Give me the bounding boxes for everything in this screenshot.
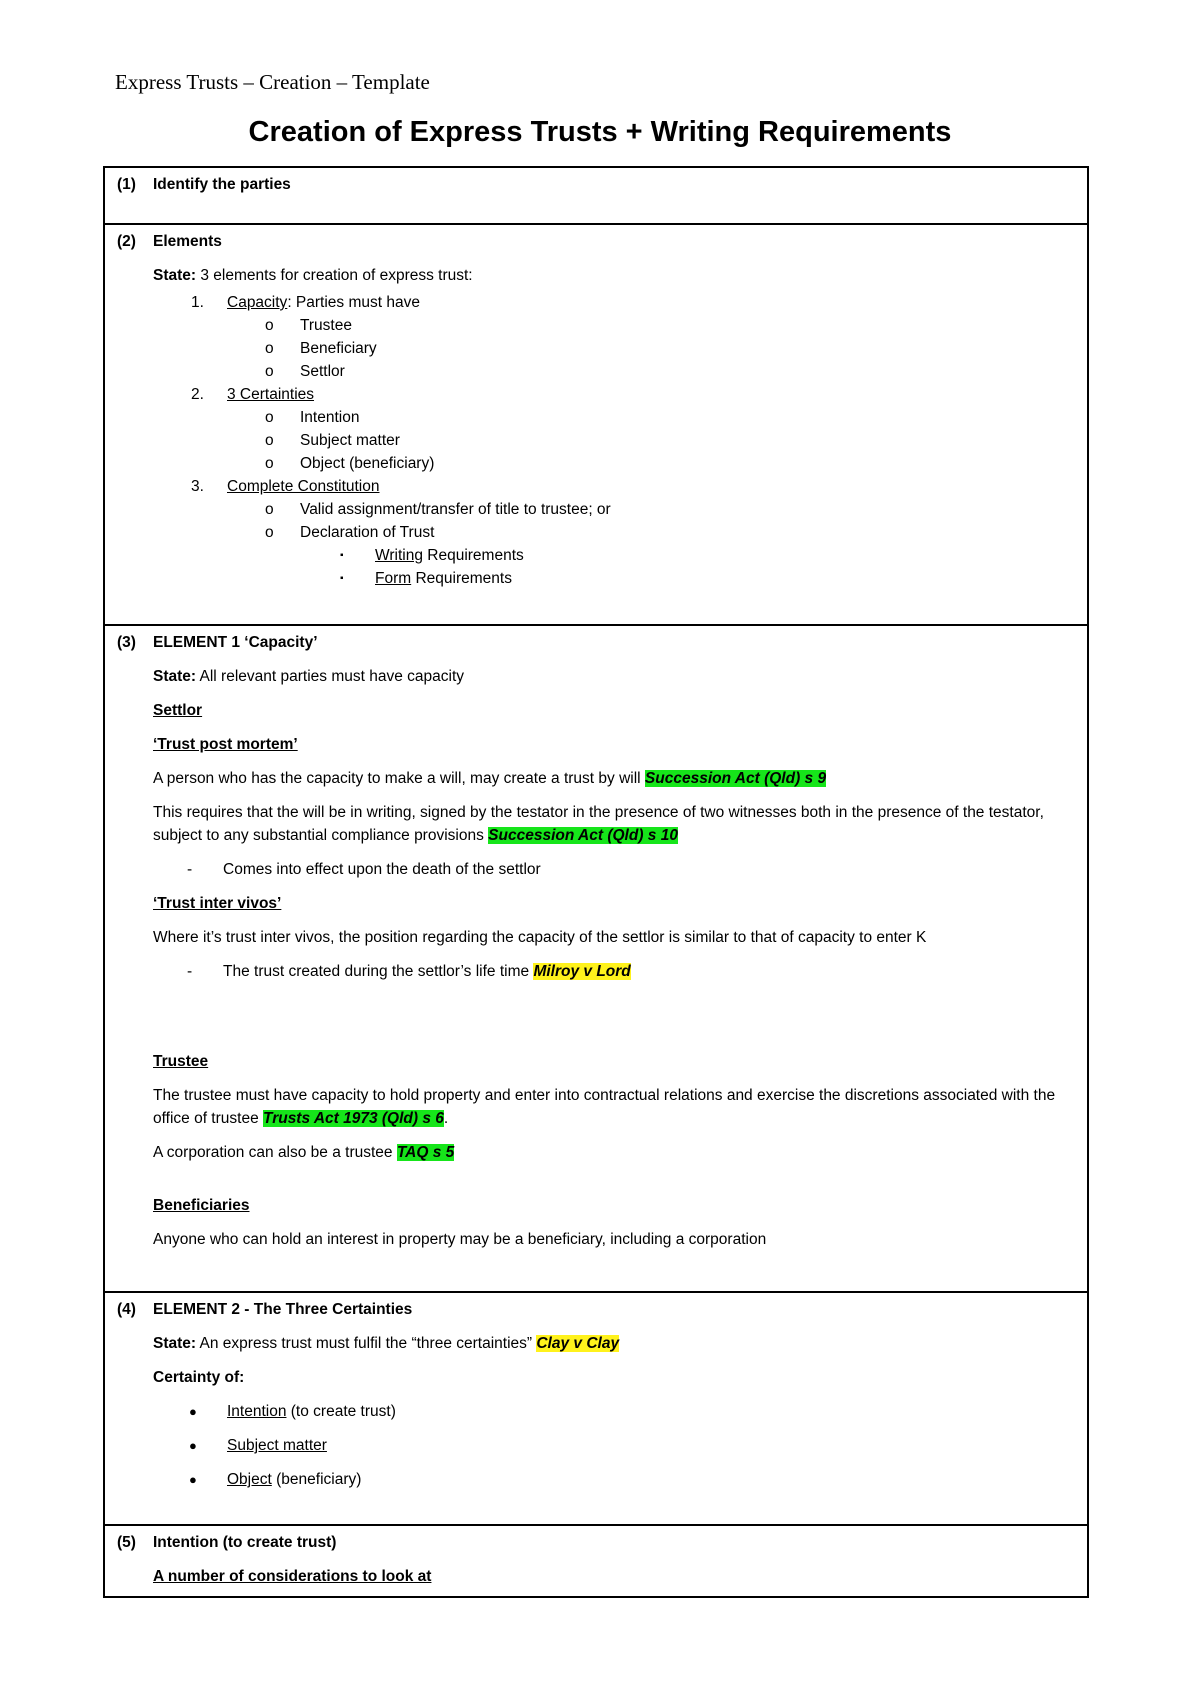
list-marker: o — [265, 340, 274, 357]
section-three-certainties — [105, 1293, 1087, 1526]
list-item — [153, 383, 1071, 406]
sub-sub-list-item — [153, 567, 1071, 590]
section-capacity — [105, 626, 1087, 1293]
subheading-beneficiaries: Beneficiaries — [153, 1197, 250, 1214]
list-marker: o — [265, 363, 274, 380]
item-text: Trustee — [300, 317, 352, 334]
item-text: Intention — [300, 409, 360, 426]
sub-sub-list-item — [153, 544, 1071, 567]
bullet-item — [153, 1468, 1071, 1491]
state-label: State: — [153, 1335, 197, 1352]
paragraph-text: . — [443, 1110, 449, 1127]
paragraph: Where it’s trust inter vivos, the position regarding the capacity of the settlor is similar to that of capacity to enter K — [153, 929, 927, 946]
item-text: Object (beneficiary) — [300, 455, 435, 472]
state-line — [153, 264, 1071, 287]
state-text: All relevant parties must have capacity — [196, 668, 465, 685]
paragraph-text: A corporation can also be a trustee — [153, 1144, 397, 1161]
dash-item — [153, 858, 1071, 881]
sub-list-item — [153, 337, 1071, 360]
list-number: 3. — [191, 478, 204, 495]
dash-marker: - — [187, 963, 193, 980]
item-label: Form — [375, 570, 412, 587]
sub-list-item — [153, 452, 1071, 475]
sub-list-item — [153, 360, 1071, 383]
item-text: The trust created during the settlor’s life time — [223, 963, 534, 980]
citation: Succession Act (Qld) s 10 — [488, 827, 678, 844]
item-label: Capacity — [227, 294, 288, 311]
bullet-item — [153, 1400, 1071, 1423]
item-label: Intention — [227, 1403, 287, 1420]
item-text: Valid assignment/transfer of title to trustee; or — [300, 501, 611, 518]
item-text: (beneficiary) — [271, 1471, 362, 1488]
citation: TAQ s 5 — [396, 1144, 455, 1161]
bullet-icon: ● — [189, 1472, 197, 1487]
certainty-of-label: Certainty of: — [153, 1369, 245, 1386]
item-label: Subject matter — [227, 1437, 327, 1454]
list-marker: o — [265, 432, 274, 449]
section-number: (5) — [117, 1534, 136, 1551]
square-bullet-icon: ▪ — [340, 573, 344, 584]
citation: Succession Act (Qld) s 9 — [644, 770, 827, 787]
list-marker: o — [265, 501, 274, 518]
section-heading: Intention (to create trust) — [153, 1534, 337, 1551]
state-text: 3 elements for creation of express trust: — [196, 267, 473, 284]
document-title: Creation of Express Trusts + Writing Requirements — [248, 116, 952, 148]
paragraph — [153, 1141, 1071, 1164]
section-number: (2) — [117, 233, 136, 250]
item-label: 3 Certainties — [227, 386, 315, 403]
dash-marker: - — [187, 861, 193, 878]
item-text: Comes into effect upon the death of the settlor — [223, 861, 541, 878]
citation: Milroy v Lord — [533, 963, 631, 980]
item-text: (to create trust) — [286, 1403, 396, 1420]
section-elements — [105, 225, 1087, 626]
item-label: Object — [227, 1471, 272, 1488]
item-text: Settlor — [300, 363, 345, 380]
section-number: (1) — [117, 176, 136, 193]
square-bullet-icon: ▪ — [340, 550, 344, 561]
subheading-trustee: Trustee — [153, 1053, 209, 1070]
list-number: 1. — [191, 294, 204, 311]
section-identify-parties — [105, 168, 1087, 225]
section-heading: Identify the parties — [153, 176, 291, 193]
subheading-inter-vivos: ‘Trust inter vivos’ — [153, 895, 282, 912]
paragraph — [153, 801, 1071, 847]
item-text: Requirements — [422, 547, 524, 564]
sub-list-item — [153, 314, 1071, 337]
state-line — [153, 665, 1071, 688]
paragraph-text: A person who has the capacity to make a will, may create a trust by will — [153, 770, 645, 787]
spacer — [153, 1175, 1071, 1194]
item-label: Complete Constitution — [227, 478, 380, 495]
section-heading: Elements — [153, 233, 222, 250]
sub-list-item — [153, 498, 1071, 521]
subheading-considerations: A number of considerations to look at — [153, 1568, 432, 1585]
list-marker: o — [265, 524, 274, 541]
list-marker: o — [265, 317, 274, 334]
section-number: (3) — [117, 634, 136, 651]
list-item — [153, 475, 1071, 498]
paragraph-text: The trustee must have capacity to hold property and enter into contractual relations and exercise the discretions associated with the office of trustee — [153, 1087, 1056, 1127]
bullet-item — [153, 1434, 1071, 1457]
state-label: State: — [153, 668, 197, 685]
paragraph — [153, 1084, 1071, 1130]
list-marker: o — [265, 455, 274, 472]
list-item — [153, 291, 1071, 314]
spacer — [153, 994, 1071, 1050]
bullet-icon: ● — [189, 1404, 197, 1419]
dash-item — [153, 960, 1071, 983]
section-heading: ELEMENT 1 ‘Capacity’ — [153, 634, 318, 651]
paragraph — [153, 767, 1071, 790]
subheading-post-mortem: ‘Trust post mortem’ — [153, 736, 298, 753]
state-label: State: — [153, 267, 197, 284]
item-text: : Parties must have — [287, 294, 420, 311]
list-number: 2. — [191, 386, 204, 403]
page-header: Express Trusts – Creation – Template — [115, 70, 430, 94]
citation: Trusts Act 1973 (Qld) s 6 — [263, 1110, 444, 1127]
item-text: Requirements — [411, 570, 512, 587]
item-label: Writing — [375, 547, 423, 564]
paragraph-text: This requires that the will be in writing, signed by the testator in the presence of two witnesses both in the presence of the testator, subject to any substantial compliance provisions — [153, 804, 1044, 844]
item-text: Subject matter — [300, 432, 400, 449]
paragraph: Anyone who can hold an interest in property may be a beneficiary, including a corporation — [153, 1231, 767, 1248]
section-intention — [105, 1526, 1087, 1596]
template-table — [103, 166, 1089, 1598]
state-line — [153, 1332, 1071, 1355]
item-text: Beneficiary — [300, 340, 377, 357]
section-number: (4) — [117, 1301, 136, 1318]
state-text: An express trust must fulfil the “three certainties” — [196, 1335, 537, 1352]
sub-list-item — [153, 521, 1071, 544]
sub-list-item — [153, 429, 1071, 452]
elements-list — [153, 291, 1071, 590]
subheading-settlor: Settlor — [153, 702, 203, 719]
bullet-icon: ● — [189, 1438, 197, 1453]
sub-list-item — [153, 406, 1071, 429]
list-marker: o — [265, 409, 274, 426]
citation: Clay v Clay — [536, 1335, 620, 1352]
section-heading: ELEMENT 2 - The Three Certainties — [153, 1301, 413, 1318]
item-text: Declaration of Trust — [300, 524, 435, 541]
